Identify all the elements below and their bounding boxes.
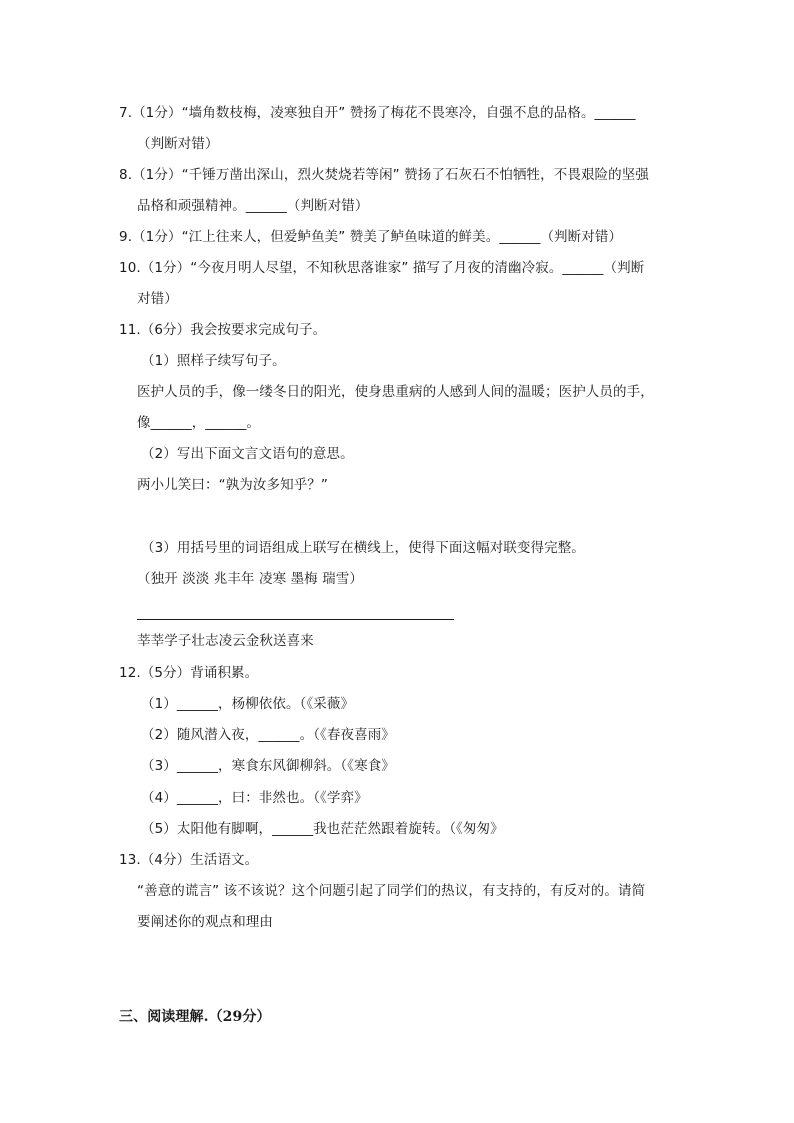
q8-line-2: 品格和顽强精神。______（判断对错）: [137, 198, 369, 214]
q11-part3-word-bank: （独开 淡淡 兆丰年 凌寒 墨梅 瑞雪）: [137, 571, 363, 587]
q11-part2-prompt: （2）写出下面文言文语句的意思。: [141, 446, 354, 462]
answer-blank-line: [137, 619, 454, 620]
q11-part1-prompt: （1）照样子续写句子。: [141, 353, 286, 369]
q11-part3-couplet: 莘莘学子壮志凌云金秋送喜来: [137, 633, 314, 649]
q8-line-1: 8.（1分）“千锤万凿出深山，烈火焚烧若等闲” 赞扬了石灰石不怕牺牲，不畏艰险的坚强: [119, 167, 649, 183]
q13-heading: 13.（4分）生活语文。: [119, 852, 259, 868]
q13-text-1: “善意的谎言” 该不该说？这个问题引起了同学们的热议，有支持的，有反对的。请简: [137, 883, 646, 899]
q11-part1-sentence-1: 医护人员的手，像一缕冬日的阳光，使身患重病的人感到人间的温暖；医护人员的手，: [137, 384, 654, 400]
q11-heading: 11.（6分）我会按要求完成句子。: [119, 322, 327, 338]
q10-line-2: 对错）: [137, 291, 178, 307]
q12-item-2: （2）随风潜入夜，______。（《春夜喜雨》: [141, 727, 395, 743]
q11-part3-prompt: （3）用括号里的词语组成上联写在横线上，使得下面这幅对联变得完整。: [141, 540, 585, 556]
q13-text-2: 要阐述你的观点和理由: [137, 914, 273, 930]
q12-item-3: （3）______，寒食东风御柳斜。（《寒食》: [141, 758, 395, 774]
q9-line: 9.（1分）“江上往来人，但爱鲈鱼美” 赞美了鲈鱼味道的鲜美。______（判断对错）: [119, 229, 623, 245]
q11-part2-quote: 两小儿笑曰：“孰为汝多知乎？”: [137, 477, 328, 493]
q7-line-1: 7.（1分）“墙角数枝梅，凌寒独自开” 赞扬了梅花不畏寒冷，自强不息的品格。______: [119, 105, 636, 121]
q10-line-1: 10.（1分）“今夜月明人尽望，不知秋思落谁家” 描写了月夜的清幽冷寂。______（判断: [119, 260, 645, 276]
q12-item-4: （4）______，曰：非然也。（《学弈》: [141, 790, 368, 806]
q11-part1-sentence-2: 像______，______。: [137, 415, 260, 431]
q12-heading: 12.（5分）背诵积累。: [119, 665, 259, 681]
q12-item-5: （5）太阳他有脚啊，______我也茫茫然跟着旋转。（《匆匆》: [141, 821, 504, 837]
q12-item-1: （1）______，杨柳依依。（《采薇》: [141, 696, 355, 712]
q7-line-2: （判断对错）: [137, 136, 219, 152]
section-heading: 三、阅读理解.（29分）: [119, 1009, 271, 1025]
